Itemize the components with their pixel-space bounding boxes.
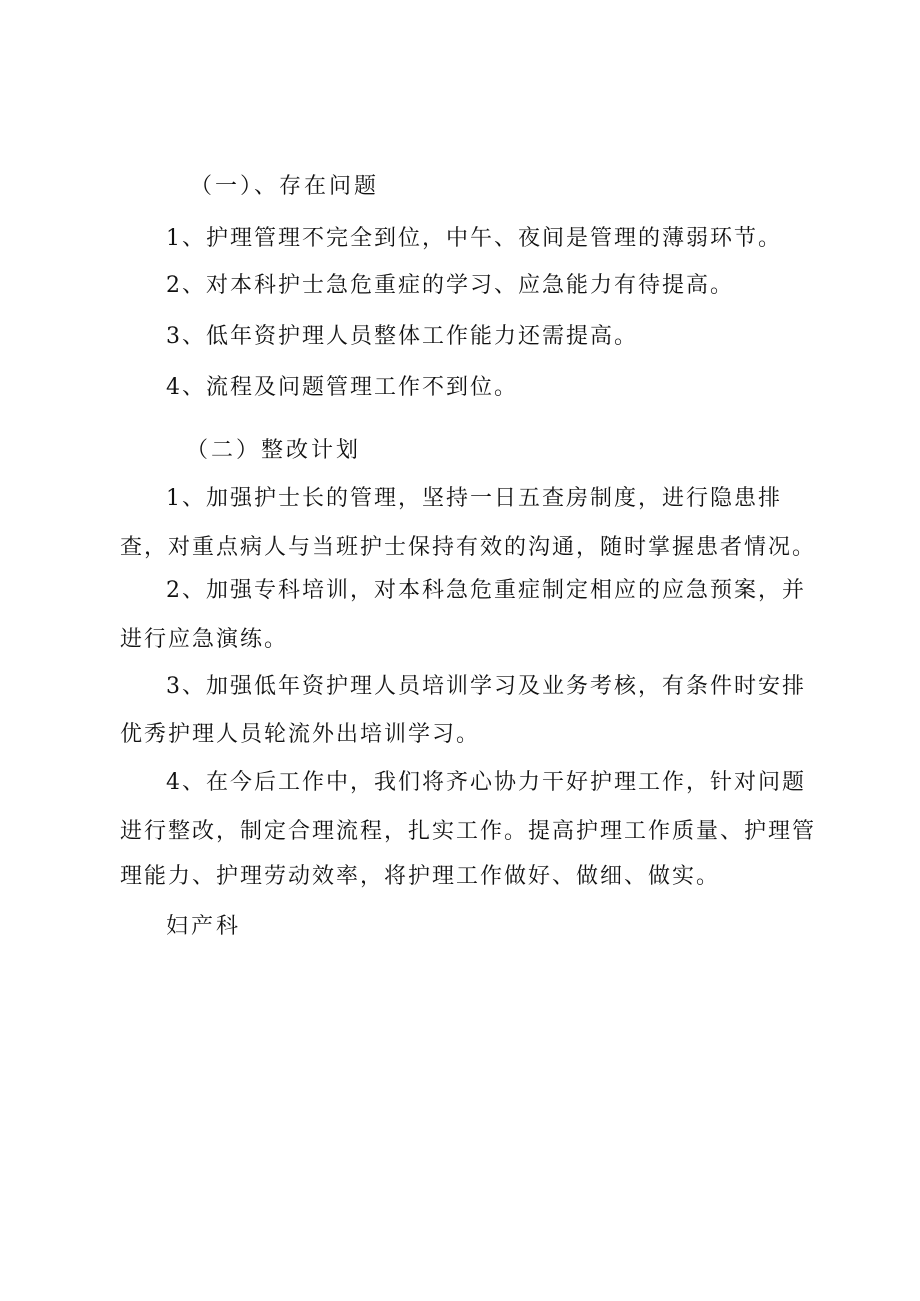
problem-item-3: 3、低年资护理人员整体工作能力还需提高。 (166, 324, 638, 349)
plan-item-1-line-1: 1、加强护士长的管理，坚持一日五查房制度，进行隐患排 (166, 486, 782, 511)
problem-item-4: 4、流程及问题管理工作不到位。 (166, 375, 518, 400)
plan-item-3-line-2: 优秀护理人员轮流外出培训学习。 (120, 722, 481, 747)
plan-item-4-line-2: 进行整改，制定合理流程，扎实工作。提高护理工作质量、护理管 (120, 819, 817, 844)
plan-item-2-line-2: 进行应急演练。 (120, 627, 289, 652)
plan-item-4-line-3: 理能力、护理劳动效率，将护理工作做好、做细、做实。 (120, 864, 721, 889)
plan-item-1-line-2: 查，对重点病人与当班护士保持有效的沟通，随时掌握患者情况。 (120, 535, 817, 560)
problem-item-1: 1、护理管理不完全到位，中午、夜间是管理的薄弱环节。 (166, 226, 782, 251)
signature-department: 妇产科 (166, 914, 242, 939)
problem-item-2: 2、对本科护士急危重症的学习、应急能力有待提高。 (166, 273, 734, 298)
section-heading-problems: （一）、存在问题 (190, 174, 380, 199)
plan-item-3-line-1: 3、加强低年资护理人员培训学习及业务考核，有条件时安排 (166, 674, 806, 699)
section-heading-plan: （二）整改计划 (186, 438, 362, 463)
plan-item-4-line-1: 4、在今后工作中，我们将齐心协力干好护理工作，针对问题 (166, 770, 806, 795)
plan-item-2-line-1: 2、加强专科培训，对本科急危重症制定相应的应急预案，并 (166, 578, 806, 603)
